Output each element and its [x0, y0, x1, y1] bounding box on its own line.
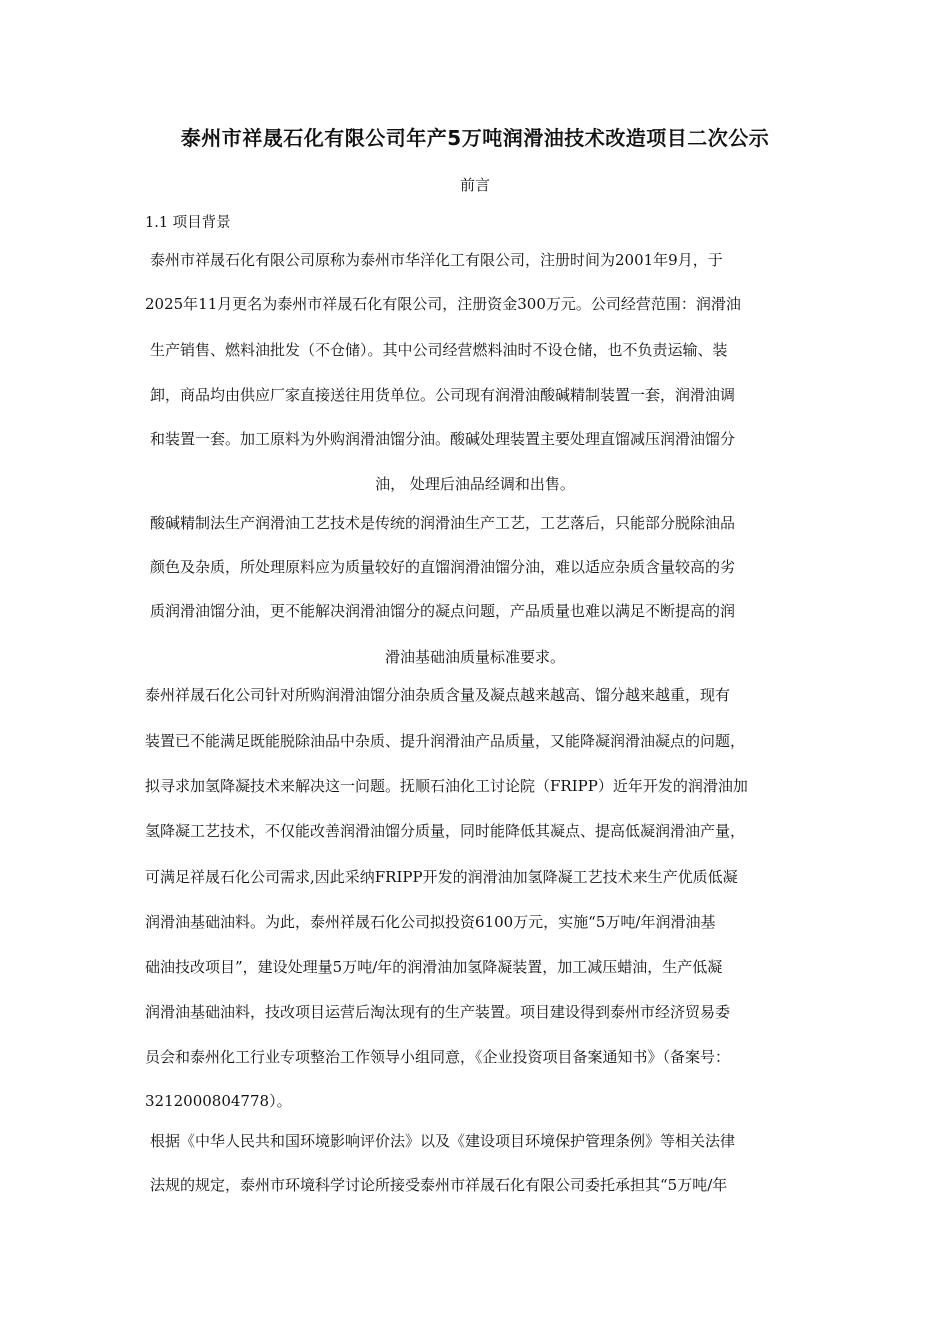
paragraph-line: 卸，商品均由供应厂家直接送往用货单位。公司现有润滑油酸碱精制装置一套，润滑油调 — [150, 386, 736, 404]
paragraph-line: 和装置一套。加工原料为外购润滑油馏分油。酸碱处理装置主要处理直馏减压润滑油馏分 — [150, 430, 736, 448]
paragraph-line: 油， 处理后油品经调和出售。 — [375, 475, 575, 493]
paragraph-line: 泰州祥晟石化公司针对所购润滑油馏分油杂质含量及凝点越来越高、馏分越来越重，现有 — [145, 686, 731, 704]
paragraph-line: 础油技改项目”，建设处理量5万吨/年的润滑油加氢降凝装置，加工减压蜡油，生产低凝 — [145, 958, 723, 976]
paragraph-line: 颜色及杂质，所处理原料应为质量较好的直馏润滑油馏分油，难以适应杂质含量较高的劣 — [150, 558, 736, 576]
section-heading: 1.1 项目背景 — [145, 215, 231, 231]
paragraph-line: 装置已不能满足既能脱除油品中杂质、提升润滑油产品质量，又能降凝润滑油凝点的问题， — [145, 732, 746, 750]
paragraph-line: 拟寻求加氢降凝技术来解决这一问题。抚顺石油化工讨论院（FRIPP）近年开发的润滑油加 — [145, 777, 748, 795]
paragraph-line: 员会和泰州化工行业专项整治工作领导小组同意，《企业投资项目备案通知书》（备案号： — [145, 1048, 731, 1066]
paragraph-line: 根据《中华人民共和国环境影响评价法》以及《建设项目环境保护管理条例》等相关法律 — [150, 1132, 736, 1150]
paragraph-line: 法规的规定，泰州市环境科学讨论所接受泰州市祥晟石化有限公司委托承担其“5万吨/年 — [150, 1176, 728, 1194]
paragraph-line: 泰州市祥晟石化有限公司原称为泰州市华洋化工有限公司，注册时间为2001年9月，于 — [150, 251, 723, 269]
paragraph-line: 3212000804778）。 — [145, 1092, 292, 1110]
document-title: 泰州市祥晟石化有限公司年产5万吨润滑油技术改造项目二次公示 — [180, 126, 770, 150]
paragraph-line: 可满足祥晟石化公司需求,因此采纳FRIPP开发的润滑油加氢降凝工艺技术来生产优质低凝 — [145, 868, 738, 886]
paragraph-line: 润滑油基础油料。为此，泰州祥晟石化公司拟投资6100万元，实施“5万吨/年润滑油基 — [145, 913, 716, 931]
paragraph-line: 生产销售、燃料油批发（不仓储）。其中公司经营燃料油时不设仓储，也不负责运输、装 — [150, 341, 728, 359]
paragraph-line: 质润滑油馏分油，更不能解决润滑油馏分的凝点问题，产品质量也难以满足不断提高的润 — [150, 602, 736, 620]
preface-heading: 前言 — [459, 176, 490, 194]
paragraph-line: 滑油基础油质量标准要求。 — [384, 648, 565, 666]
paragraph-line: 润滑油基础油料，技改项目运营后淘汰现有的生产装置。项目建设得到泰州市经济贸易委 — [145, 1003, 731, 1021]
paragraph-line: 氢降凝工艺技术，不仅能改善润滑油馏分质量，同时能降低其凝点、提高低凝润滑油产量， — [145, 822, 746, 840]
paragraph-line: 2025年11月更名为泰州市祥晟石化有限公司，注册资金300万元。公司经营范围：润滑油 — [145, 295, 741, 313]
paragraph-line: 酸碱精制法生产润滑油工艺技术是传统的润滑油生产工艺，工艺落后，只能部分脱除油品 — [150, 514, 736, 532]
